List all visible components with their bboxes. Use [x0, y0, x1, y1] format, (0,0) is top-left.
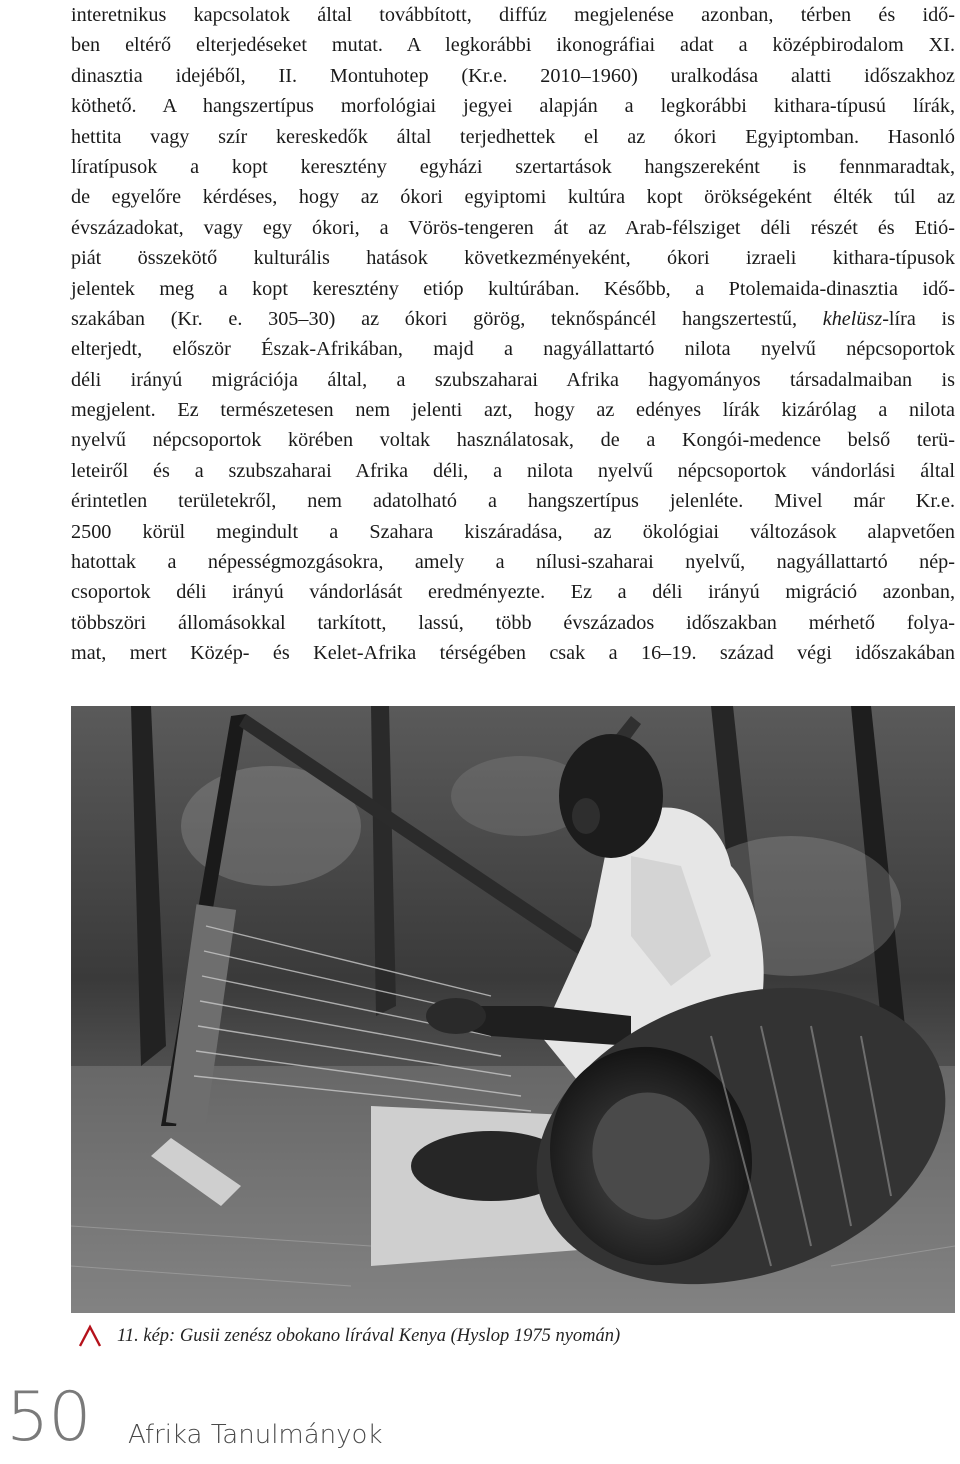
text-line: piát összekötő kulturális hatások következményeként, ókori izraeli kithara-típusok: [71, 247, 955, 270]
text-line: líratípusok a kopt keresztény egyházi szertartások hangszereként is fennmaradtak,: [71, 155, 955, 178]
text-line: nyelvű népcsoportok körében voltak használatosak, de a Kongói-medence belső terü-: [71, 429, 955, 452]
text-line: köthető. A hangszertípus morfológiai jegyei alapján a legkorábbi kithara-típusú lírák,: [71, 95, 955, 118]
text-line: dinasztia idejéből, II. Montuhotep (Kr.e. 2010–1960) uralkodása alatti időszakhoz: [71, 64, 955, 87]
text-line: déli irányú migrációja által, a szubszaharai Afrika hagyományos társadalmaiban is: [71, 368, 955, 391]
figure-caption-row: [71, 1323, 955, 1351]
text-line: elterjedt, először Észak-Afrikában, majd a nagyállattartó nilota nyelvű népcsoportok: [71, 338, 955, 361]
musician-photo: [71, 706, 955, 1313]
text-line: 2500 körül megindult a Szahara kiszáradása, az ökológiai változások alapvetően: [71, 520, 955, 543]
text-line: megjelent. Ez természetesen nem jelenti azt, hogy az edényes lírák kizárólag a nilota: [71, 399, 955, 422]
text-line: leteiről és a szubszaharai Afrika déli, a nilota nyelvű népcsoportok vándorlási által: [71, 459, 955, 482]
text-line: érintetlen területekről, nem adatolható a hangszertípus jelenléte. Mivel már Kr.e.: [71, 490, 955, 513]
page-number: 50: [6, 1378, 91, 1457]
text-line: évszázadokat, vagy egy ókori, a Vörös-tengeren át az Arab-félsziget déli részét és Etió-: [71, 216, 955, 239]
text-segment: szakában (Kr. e. 305–30) az ókori görög, teknőspáncél hangszertestű,: [71, 307, 823, 330]
text-line: mat, mert Közép- és Kelet-Afrika térségében csak a 16–19. század végi időszakában: [71, 642, 955, 665]
text-segment: -líra is: [882, 307, 956, 330]
caret-up-icon: [77, 1323, 103, 1349]
text-line-with-italic: [71, 304, 955, 334]
text-line: hatottak a népességmozgásokra, amely a nílusi-szaharai nyelvű, nagyállattartó nép-: [71, 551, 955, 574]
text-line: többszöri állomásokkal tarkított, lassú, több évszázados időszakban mérhető folya-: [71, 611, 955, 634]
text-line: jelentek meg a kopt keresztény etióp kultúrában. Később, a Ptolemaida-dinasztia idő-: [71, 277, 955, 300]
text-line: interetnikus kapcsolatok által továbbított, diffúz megjelenése azonban, térben és idő-: [71, 4, 955, 26]
journal-name: Afrika Tanulmányok: [128, 1420, 383, 1450]
italic-term: khelüsz: [822, 307, 883, 330]
text-line: de egyelőre kérdéses, hogy az ókori egyiptomi kultúra kopt örökségeként élték túl az: [71, 186, 955, 209]
figure-caption: 11. kép: Gusii zenész obokano lírával Kenya (Hyslop 1975 nyomán): [117, 1326, 621, 1346]
body-text: [71, 0, 955, 669]
text-line: csoportok déli irányú vándorlását eredményezte. Ez a déli irányú migráció azonban,: [71, 581, 955, 604]
text-line: ben eltérő elterjedéseket mutat. A legkorábbi ikonográfiai adat a középbirodalom XI.: [71, 34, 955, 57]
text-line: hettita vagy szír kereskedők által terjedhettek el az ókori Egyiptomban. Hasonló: [71, 125, 955, 148]
photo-illustration: [71, 706, 955, 1313]
